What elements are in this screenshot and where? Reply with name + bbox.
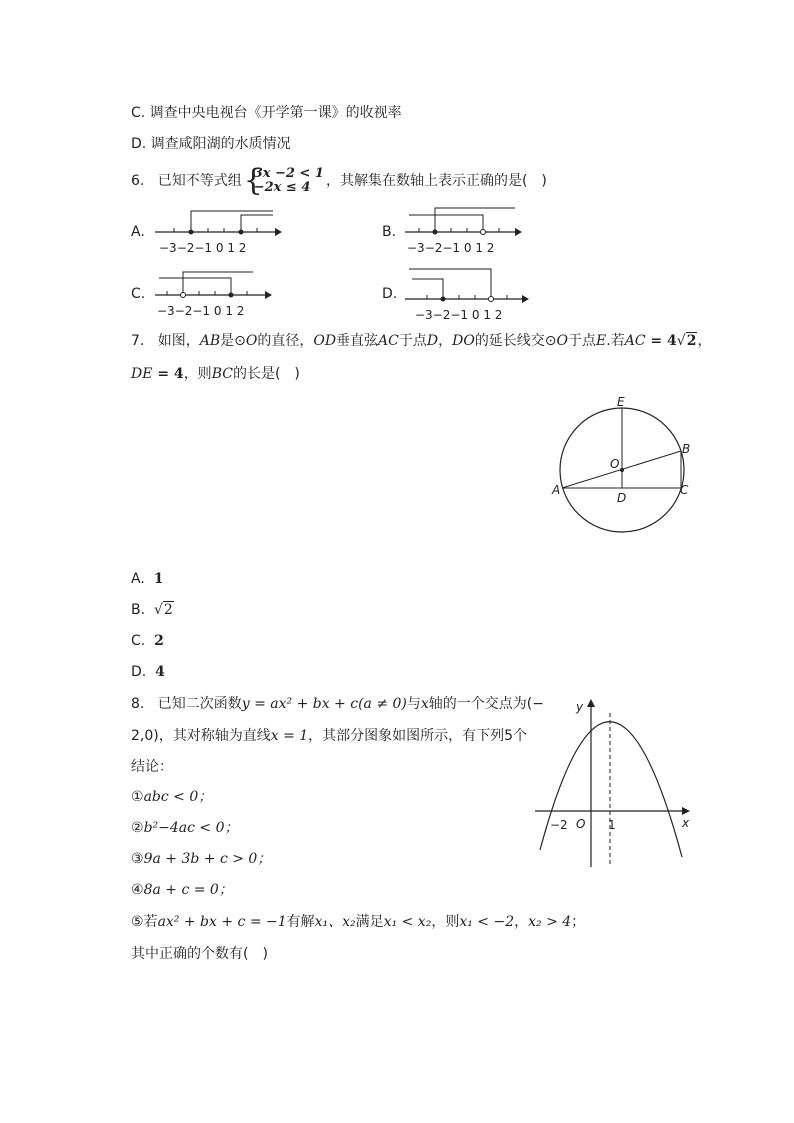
text: ； (571, 914, 586, 930)
question-number: 8. (131, 696, 145, 712)
conclusion-1 (131, 787, 212, 807)
text: 2,0)，其对称轴为直线 (131, 728, 271, 744)
text: 已知二次函数 (157, 696, 242, 712)
q7-option-a (131, 569, 163, 589)
conclusion-4 (131, 880, 233, 900)
option-c-survey: C. 调查中央电视台《开学第一课》的收视率 (131, 105, 402, 121)
number-line-a (150, 205, 285, 260)
math: x₁ < x₂ (383, 914, 432, 930)
option-b-label: B. (382, 224, 397, 240)
label-x: x (682, 816, 690, 830)
marker: ① (131, 789, 144, 805)
math: 2 (686, 333, 697, 349)
conclusion-5 (131, 912, 585, 932)
label-D: D (617, 491, 627, 505)
conclusion-2 (131, 818, 239, 838)
number-line-c (150, 268, 285, 323)
marker: ③ (131, 851, 144, 867)
math: = 4 (645, 333, 677, 349)
value: 4 (155, 664, 165, 680)
math: ax² + bx + c = −1 (157, 914, 287, 930)
math: b²−4ac < 0； (143, 820, 239, 836)
math: DE (131, 366, 153, 382)
marker: ② (131, 820, 144, 836)
math: x (420, 696, 429, 712)
inequality-1: 3x −2 < 1 (253, 166, 324, 181)
text: ， (438, 333, 453, 349)
label-E: E (617, 395, 625, 409)
sqrt: √2 (676, 333, 697, 349)
parabola-figure (530, 695, 700, 875)
question-7-line-2 (131, 364, 300, 384)
text: ，则 (431, 914, 460, 930)
axis-tick-labels: −3−2−1 0 1 2 (159, 241, 247, 255)
conclusion-3 (131, 849, 271, 869)
question-number: 7. (131, 333, 145, 349)
question-7-line-1 (131, 331, 711, 351)
label-B: B (682, 442, 691, 456)
number-line-b (400, 205, 535, 260)
text: 垂直弦 (336, 333, 379, 349)
text: 于点 (568, 333, 597, 349)
text: ，则 (183, 366, 212, 382)
text: ， (697, 333, 712, 349)
inequality-system: { 3x −2 < 1 −2x ≤ 4 (243, 163, 324, 198)
text: .若 (606, 333, 625, 349)
math: x₁、x₂ (314, 914, 356, 930)
text: 轴的一个交点为(− (428, 696, 544, 712)
text: 有解 (286, 914, 315, 930)
question-6 (131, 163, 547, 198)
text: 于点 (398, 333, 427, 349)
math: O (556, 333, 569, 349)
q7-option-c (131, 631, 164, 651)
inequality-2: −2x ≤ 4 (253, 180, 311, 195)
question-8-line-3: 结论： (131, 759, 173, 775)
label: A. (131, 571, 145, 587)
question-text-suffix: ，其解集在数轴上表示正确的是( ) (325, 173, 547, 189)
text: ，其部分图象如图所示，有下列5个 (308, 728, 528, 744)
text: ， (514, 914, 529, 930)
text: 的延长线交⊙ (474, 333, 557, 349)
label-O: O (610, 457, 620, 471)
number-line-d (400, 265, 535, 323)
math: D (426, 333, 439, 349)
label-one: 1 (608, 818, 616, 832)
label-y: y (576, 700, 584, 714)
math: = 4 (152, 366, 184, 382)
text: 的长是( ) (232, 366, 300, 382)
value: 1 (153, 571, 164, 587)
value: 2 (154, 633, 164, 649)
axis-tick-labels: −3−2−1 0 1 2 (415, 308, 503, 322)
question-text: 已知不等式组 (157, 173, 242, 189)
axis-tick-labels: −3−2−1 0 1 2 (157, 304, 245, 318)
text: 若 (143, 914, 158, 930)
math: AB (199, 333, 221, 349)
math: abc < 0； (143, 789, 213, 805)
math: y = ax² + bx + c(a ≠ 0) (241, 696, 407, 712)
text: 的直径， (257, 333, 314, 349)
label-neg2: −2 (550, 818, 568, 832)
marker: ④ (131, 882, 144, 898)
math: x = 1 (270, 728, 309, 744)
math: AC (378, 333, 399, 349)
math: x₂ > 4 (528, 914, 572, 930)
math: x₁ < −2 (459, 914, 515, 930)
label-C: C (680, 483, 689, 497)
label: C. (131, 633, 146, 649)
option-a-label: A. (131, 224, 145, 240)
label-origin: O (576, 817, 586, 831)
text: 是⊙ (220, 333, 246, 349)
option-d-survey: D. 调查咸阳湖的水质情况 (131, 136, 291, 152)
question-8-line-2 (131, 726, 527, 746)
option-c-label: C. (131, 286, 146, 302)
question-8-prompt: 其中正确的个数有( ) (131, 946, 268, 962)
sqrt: √2 (153, 602, 173, 618)
marker: ⑤ (131, 914, 144, 930)
q7-option-d (131, 662, 165, 682)
math: 8a + c = 0； (143, 882, 233, 898)
math: DO (452, 333, 475, 349)
text: 如图， (157, 333, 200, 349)
question-number: 6. (131, 173, 145, 189)
math: O (245, 333, 258, 349)
text: 与 (406, 696, 421, 712)
option-d-label: D. (382, 286, 398, 302)
text: 满足 (355, 914, 384, 930)
label-A: A (552, 483, 561, 497)
q7-option-b (131, 600, 174, 620)
math: BC (211, 366, 233, 382)
label: B. (131, 602, 146, 618)
value: 2 (163, 602, 173, 618)
math: 9a + 3b + c > 0； (143, 851, 272, 867)
math: AC (624, 333, 646, 349)
axis-tick-labels: −3−2−1 0 1 2 (407, 241, 495, 255)
question-8-line-1 (131, 694, 544, 714)
label: D. (131, 664, 147, 680)
math: E (596, 333, 607, 349)
math: OD (313, 333, 337, 349)
circle-figure (545, 390, 705, 540)
